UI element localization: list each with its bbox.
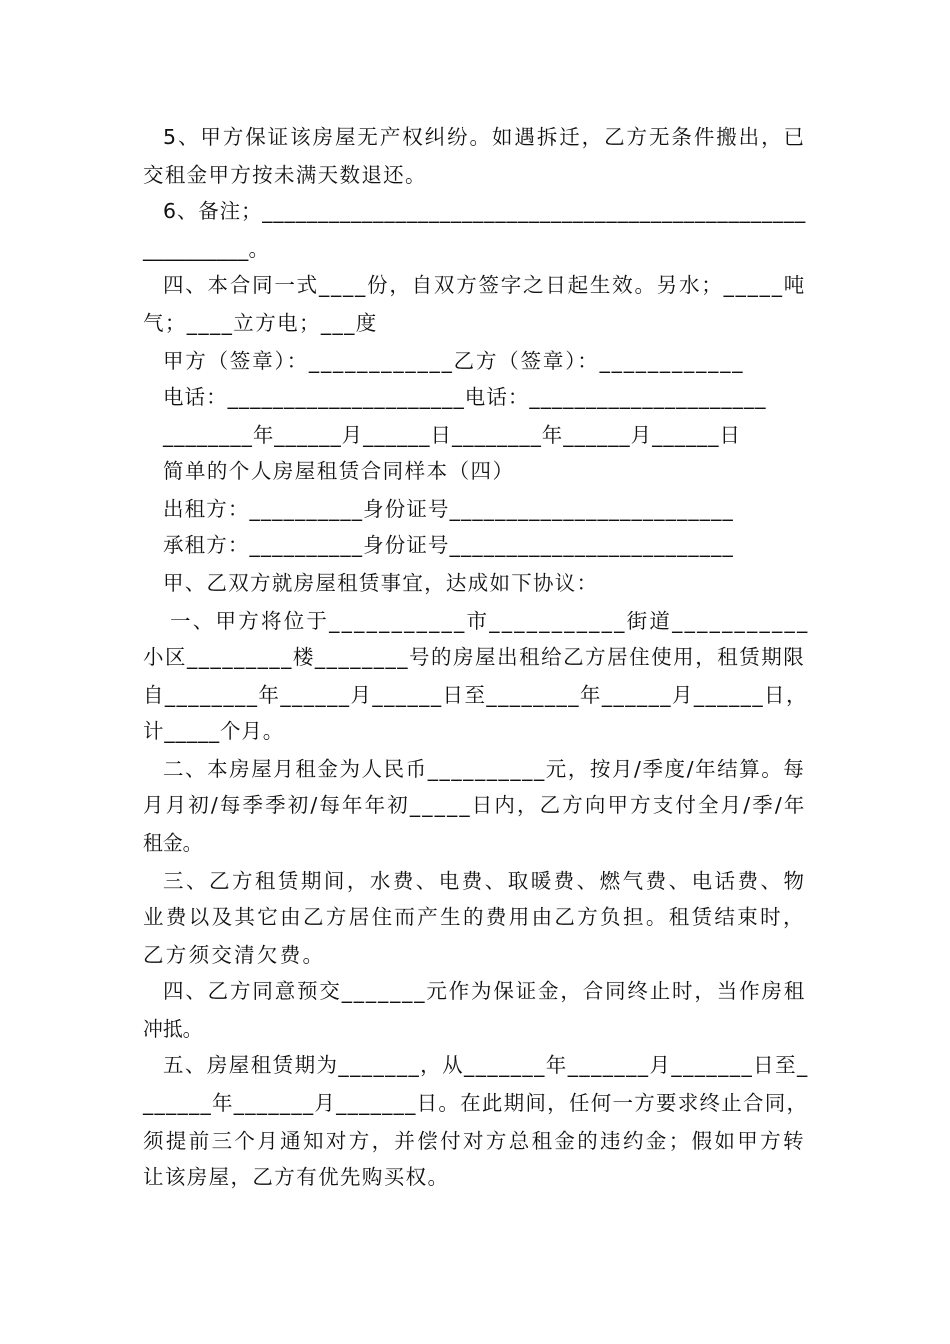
text: 5、甲方保证该房屋无产权纠纷。如遇拆迁，乙方无条件搬出，已 <box>163 125 806 149</box>
text: 甲、乙双方就房屋租赁事宜，达成如下协议： <box>163 571 599 595</box>
text: 甲方（签章）：____________乙方（签章）：____________ <box>163 349 745 373</box>
text: 乙方须交清欠费。 <box>143 943 326 967</box>
phone-line <box>0 382 950 412</box>
text: 交租金甲方按未满天数退还。 <box>143 163 427 187</box>
text: 出租方：__________身份证号_________________________ <box>163 497 734 521</box>
article-2-line-3 <box>0 828 950 858</box>
article-3-line-2 <box>0 902 950 932</box>
text: 业费以及其它由乙方居住而产生的费用由乙方负担。租赁结束时， <box>143 905 806 929</box>
clause-5-line-2 <box>0 160 950 190</box>
text: ______年_______月_______日。在此期间，任何一方要求终止合同， <box>143 1091 809 1115</box>
text: 二、本房屋月租金为人民币__________元，按月/季度/年结算。每 <box>163 757 806 781</box>
text: 四、乙方同意预交_______元作为保证金，合同终止时，当作房租 <box>163 979 807 1003</box>
lessor-line <box>0 494 950 524</box>
text: 简单的个人房屋租赁合同样本（四） <box>163 459 515 483</box>
text: 五、房屋租赁期为_______，从_______年_______月_______日至_ <box>163 1053 809 1077</box>
article-3-line-1 <box>0 866 950 896</box>
text: 须提前三个月通知对方，并偿付对方总租金的违约金；假如甲方转 <box>143 1129 806 1153</box>
article-5-line-1 <box>0 1050 950 1080</box>
article-1-line-3 <box>0 680 950 710</box>
article-5-line-2 <box>0 1088 950 1118</box>
text: 承租方：__________身份证号_________________________ <box>163 533 734 557</box>
text: 计_____个月。 <box>143 719 285 743</box>
article-1-line-4 <box>0 716 950 746</box>
text: 小区_________楼________号的房屋出租给乙方居住使用，租赁期限 <box>143 645 806 669</box>
text: 6、备注；_________________________________________________ <box>163 199 807 223</box>
text: 电话：_____________________电话：_____________________ <box>163 385 767 409</box>
text: 气；____立方电；___度 <box>143 311 378 335</box>
date-line <box>0 420 950 450</box>
text: 月月初/每季季初/每年年初_____日内，乙方向甲方支付全月/季/年 <box>143 793 807 817</box>
clause-6-remarks-cont <box>0 234 950 264</box>
text: ________年______月______日________年______月______日 <box>163 423 741 447</box>
article-2-line-2 <box>0 790 950 820</box>
text: 冲抵。 <box>143 1017 203 1041</box>
clause-6-remarks <box>0 196 950 226</box>
section-title <box>0 456 950 486</box>
article-2-line-1 <box>0 754 950 784</box>
clause-5-line-1 <box>0 122 950 152</box>
article-1-line-2 <box>0 642 950 672</box>
article-5-line-3 <box>0 1126 950 1156</box>
article-4-line-2 <box>0 1014 950 1044</box>
text: 租金。 <box>143 831 203 855</box>
section-4-line-2 <box>0 308 950 338</box>
text: 三、乙方租赁期间，水费、电费、取暖费、燃气费、电话费、物 <box>163 869 807 893</box>
text: 一、甲方将位于___________市___________街道___________ <box>170 609 810 633</box>
signature-line <box>0 346 950 376</box>
text: __________。 <box>143 237 270 261</box>
text: 四、本合同一式____份，自双方签字之日起生效。另水；_____吨 <box>163 273 807 297</box>
article-5-line-4 <box>0 1162 950 1192</box>
article-4-line-1 <box>0 976 950 1006</box>
lessee-line <box>0 530 950 560</box>
section-4-line-1 <box>0 270 950 300</box>
agreement-intro <box>0 568 950 598</box>
text: 自________年______月______日至________年______月______日， <box>143 683 808 707</box>
text: 让该房屋，乙方有优先购买权。 <box>143 1165 450 1189</box>
article-3-line-3 <box>0 940 950 970</box>
article-1-line-1 <box>0 606 950 636</box>
